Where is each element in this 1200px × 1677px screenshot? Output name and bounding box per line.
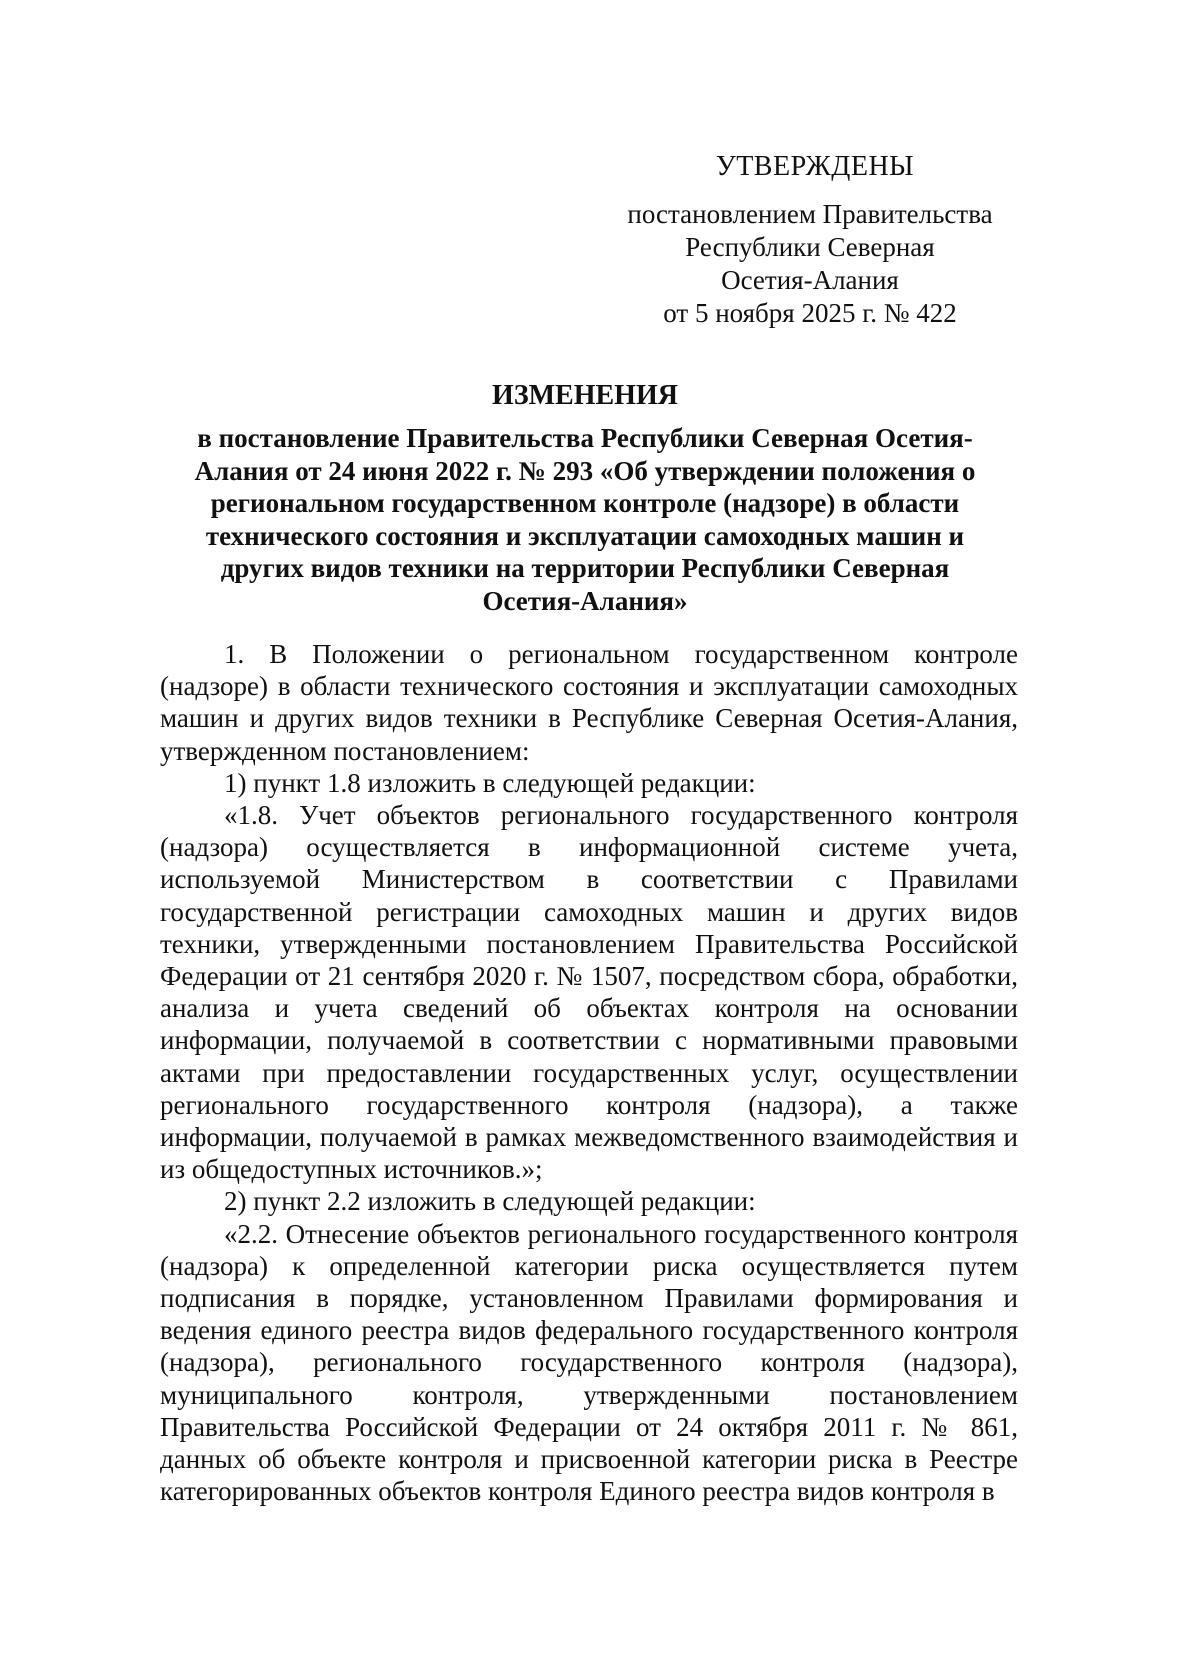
document-subtitle: в постановление Правительства Республики Северная Осетия-Алания от 24 июня 2022 г. № 293 «Об утверждении положения о региональном государственном контроле (надзоре) в области технического состояния и эксплуатации самоходных машин и других видов техники на территории Республики Северная Осетия-Алания» <box>194 423 976 616</box>
paragraph-4: 2) пункт 2.2 изложить в следующей редакции: <box>224 1186 756 1217</box>
approval-line-4: от 5 ноября 2025 г. № 422 <box>663 298 957 328</box>
document-title: ИЗМЕНЕНИЯ <box>492 380 678 411</box>
approval-line-1: постановлением Правительства <box>627 199 993 229</box>
document-heading <box>150 378 1020 617</box>
approved-label: УТВЕРЖДЕНЫ <box>715 151 915 182</box>
document-body <box>160 638 1018 1507</box>
paragraph-1: 1. В Положении о региональном государственном контроле (надзоре) в области технического состояния и эксплуатации самоходных машин и других видов техники в Республике Северная Осетия-Алания, утвержденном постановлением: <box>160 639 1018 766</box>
paragraph-2: 1) пункт 1.8 изложить в следующей редакции: <box>224 767 756 798</box>
paragraph-5: «2.2. Отнесение объектов регионального государственного контроля (надзора) к определенной категории риска осуществляется путем подписания в порядке, установленном Правилами формирования и ведения единого реестра видов федерального государственного контроля (надзора), регионального государственного контроля (надзора), муниципального контроля, утвержденными постановлением Правительства Российской Федерации от 24 октября 2011 г. № 861, данных об объекте контроля и присвоенной категории риска в Реестре категорированных объектов контроля Единого реестра видов контроля в <box>160 1218 1018 1507</box>
paragraph-3: «1.8. Учет объектов регионального государственного контроля (надзора) осуществляется в информационной системе учета, используемой Министерством в соответствии с Правилами государственной регистрации самоходных машин и других видов техники, утвержденными постановлением Правительства Российской Федерации от 21 сентября 2020 г. № 1507, посредством сбора, обработки, анализа и учета сведений об объектах контроля на основании информации, получаемой в соответствии с нормативными правовыми актами при предоставлении государственных услуг, осуществлении регионального государственного контроля (надзора), а также информации, получаемой в рамках межведомственного взаимодействия и из общедоступных источников.»; <box>160 800 1018 1185</box>
approval-stamp-block <box>600 150 1020 330</box>
approval-line-3: Осетия-Алания <box>721 265 899 295</box>
approval-line-2: Республики Северная <box>685 232 935 262</box>
